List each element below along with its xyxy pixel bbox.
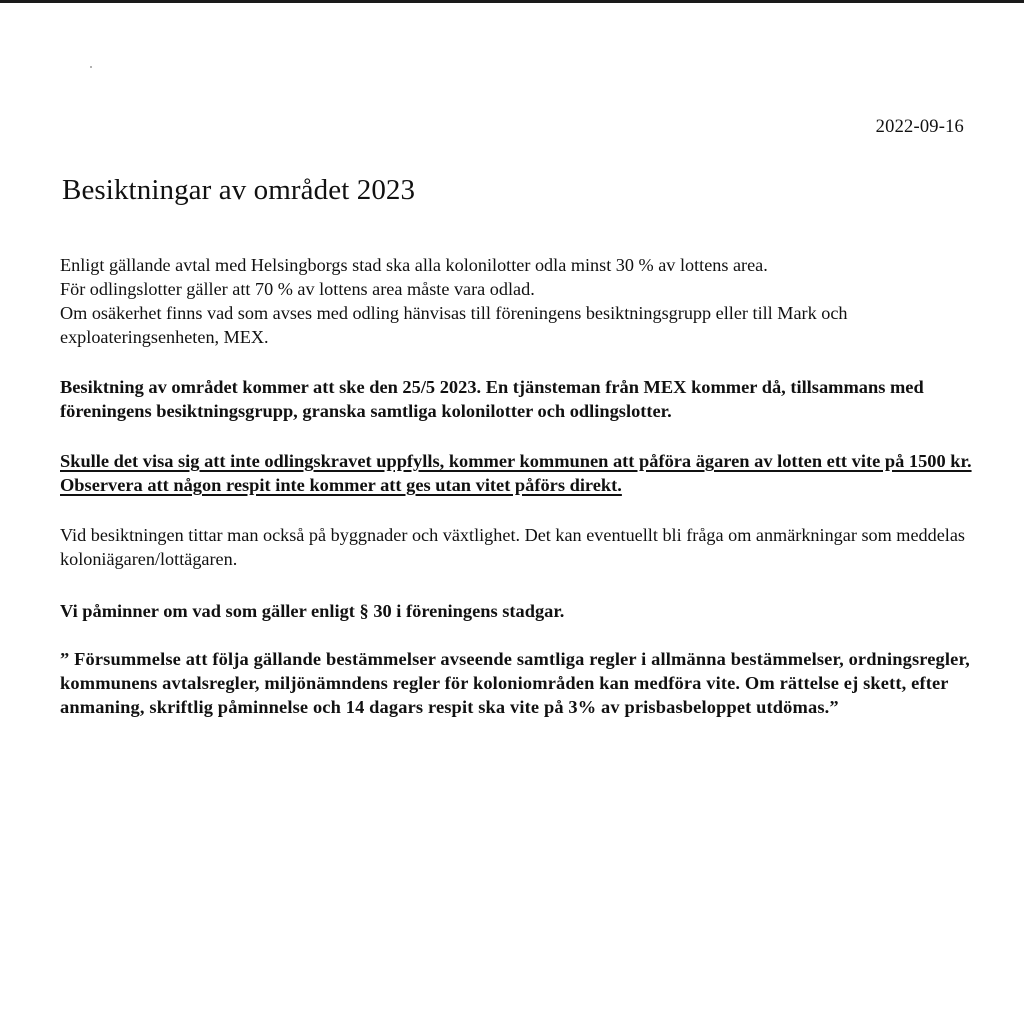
statute-reminder-paragraph: Vi påminner om vad som gäller enligt § 30 i föreningens stadgar. <box>60 601 565 621</box>
document-title: Besiktningar av området 2023 <box>62 174 416 206</box>
statute-quote-paragraph: ” Försummelse att följa gällande bestämmelser avseende samtliga regler i allmänna bestämmelser, ordningsregler, kommunens avtalsregler, miljönämndens regler för koloniområden kan medföra vite. Om rättelse ej skett, efter anmaning, skriftlig påminnelse och 14 dagars respit ska vite på 3% av prisbasbeloppet utdömas.” <box>60 649 970 717</box>
intro-line-area-requirement: Enligt gällande avtal med Helsingborgs stad ska alla kolonilotter odla minst 30 % av lottens area. <box>60 255 768 275</box>
document-body <box>60 253 972 719</box>
document-date: 2022-09-16 <box>875 117 964 137</box>
intro-line-uncertainty: Om osäkerhet finns vad som avses med odling hänvisas till föreningens besiktningsgrupp eller till Mark och exploateringsenheten, MEX. <box>60 303 848 347</box>
inspection-details-paragraph: Vid besiktningen tittar man också på byggnader och växtlighet. Det kan eventuellt bli fråga om anmärkningar som meddelas koloniägaren/lottägaren. <box>60 525 965 569</box>
intro-paragraph <box>60 253 972 349</box>
scan-top-border <box>0 0 1024 3</box>
intro-line-odlingslotter: För odlingslotter gäller att 70 % av lottens area måste vara odlad. <box>60 279 535 299</box>
fine-warning-paragraph: Skulle det visa sig att inte odlingskravet uppfylls, kommer kommunen att påföra ägaren av lotten ett vite på 1500 kr. Observera att någon respit inte kommer att ges utan vitet påförs direkt. <box>60 451 972 495</box>
inspection-notice-paragraph: Besiktning av området kommer att ske den 25/5 2023. En tjänsteman från MEX kommer då, tillsammans med föreningens besiktningsgrupp, granska samtliga kolonilotter och odlingslotter. <box>60 377 924 421</box>
scan-speck <box>90 66 92 68</box>
